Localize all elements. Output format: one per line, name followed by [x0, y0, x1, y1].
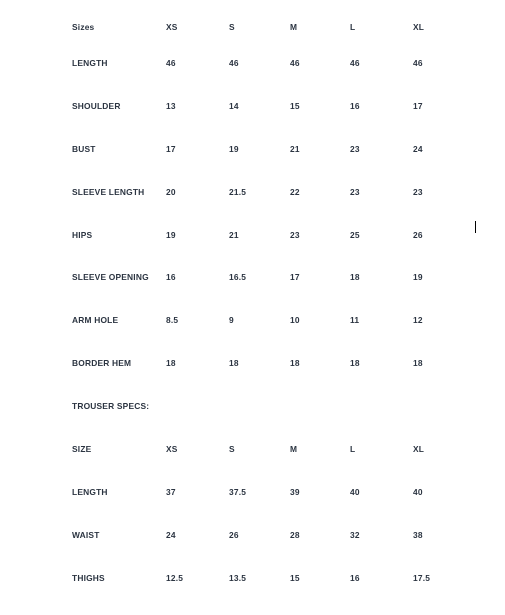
cell-xl: 18 — [413, 358, 423, 368]
header-size-s: S — [229, 444, 235, 454]
table-row — [0, 356, 505, 370]
cell-s: 21 — [229, 230, 239, 240]
cell-m: 15 — [290, 101, 300, 111]
cell-s: 46 — [229, 58, 239, 68]
cell-s: 14 — [229, 101, 239, 111]
table-row — [0, 528, 505, 542]
cell-xs: 46 — [166, 58, 176, 68]
cell-l: 16 — [350, 101, 360, 111]
trouser-specs-heading: TROUSER SPECS: — [72, 401, 150, 411]
table-header-row — [0, 442, 505, 456]
header-label: SIZE — [72, 444, 92, 454]
text-cursor — [475, 221, 476, 233]
cell-xs: 16 — [166, 272, 176, 282]
header-label: Sizes — [72, 22, 95, 32]
row-label: WAIST — [72, 530, 100, 540]
cell-xl: 17.5 — [413, 573, 431, 583]
cell-xl: 24 — [413, 144, 423, 154]
cell-l: 18 — [350, 272, 360, 282]
cell-xl: 19 — [413, 272, 423, 282]
cell-m: 23 — [290, 230, 300, 240]
cell-l: 23 — [350, 187, 360, 197]
table-row — [0, 228, 505, 242]
table-header-row — [0, 20, 505, 34]
header-size-xl: XL — [413, 444, 425, 454]
cell-xs: 18 — [166, 358, 176, 368]
cell-xs: 17 — [166, 144, 176, 154]
cell-m: 28 — [290, 530, 300, 540]
cell-s: 13.5 — [229, 573, 247, 583]
header-size-xl: XL — [413, 22, 425, 32]
cell-l: 16 — [350, 573, 360, 583]
table-row — [0, 99, 505, 113]
row-label: BUST — [72, 144, 96, 154]
cell-xs: 24 — [166, 530, 176, 540]
table-row — [0, 571, 505, 585]
cell-xs: 13 — [166, 101, 176, 111]
cell-l: 46 — [350, 58, 360, 68]
cell-xs: 37 — [166, 487, 176, 497]
cell-l: 11 — [350, 315, 360, 325]
cell-xl: 40 — [413, 487, 423, 497]
table-row — [0, 142, 505, 156]
cell-s: 37.5 — [229, 487, 247, 497]
cell-l: 32 — [350, 530, 360, 540]
cell-xl: 38 — [413, 530, 423, 540]
cell-m: 21 — [290, 144, 300, 154]
cell-xl: 12 — [413, 315, 423, 325]
table-row — [0, 313, 505, 327]
header-size-m: M — [290, 22, 298, 32]
header-size-l: L — [350, 22, 356, 32]
header-size-xs: XS — [166, 22, 178, 32]
header-size-m: M — [290, 444, 298, 454]
cell-xl: 26 — [413, 230, 423, 240]
row-label: SHOULDER — [72, 101, 121, 111]
cell-m: 10 — [290, 315, 300, 325]
cell-s: 26 — [229, 530, 239, 540]
row-label: LENGTH — [72, 58, 108, 68]
cell-l: 25 — [350, 230, 360, 240]
cell-l: 23 — [350, 144, 360, 154]
row-label: LENGTH — [72, 487, 108, 497]
table-row — [0, 270, 505, 284]
cell-l: 18 — [350, 358, 360, 368]
row-label: ARM HOLE — [72, 315, 119, 325]
table-row — [0, 56, 505, 70]
cell-m: 15 — [290, 573, 300, 583]
cell-s: 16.5 — [229, 272, 247, 282]
table-row — [0, 185, 505, 199]
cell-xl: 46 — [413, 58, 423, 68]
cell-xs: 20 — [166, 187, 176, 197]
cell-s: 21.5 — [229, 187, 247, 197]
row-label: BORDER HEM — [72, 358, 132, 368]
cell-s: 18 — [229, 358, 239, 368]
cell-s: 19 — [229, 144, 239, 154]
cell-xs: 12.5 — [166, 573, 184, 583]
cell-m: 18 — [290, 358, 300, 368]
cell-xs: 19 — [166, 230, 176, 240]
row-label: HIPS — [72, 230, 93, 240]
cell-xl: 17 — [413, 101, 423, 111]
cell-m: 46 — [290, 58, 300, 68]
row-label: THIGHS — [72, 573, 105, 583]
header-size-xs: XS — [166, 444, 178, 454]
row-label: SLEEVE LENGTH — [72, 187, 145, 197]
cell-xs: 8.5 — [166, 315, 179, 325]
trouser-section — [0, 399, 505, 413]
cell-m: 17 — [290, 272, 300, 282]
cell-l: 40 — [350, 487, 360, 497]
cell-m: 22 — [290, 187, 300, 197]
row-label: SLEEVE OPENING — [72, 272, 149, 282]
cell-s: 9 — [229, 315, 234, 325]
header-size-s: S — [229, 22, 235, 32]
table-row — [0, 485, 505, 499]
cell-m: 39 — [290, 487, 300, 497]
header-size-l: L — [350, 444, 356, 454]
cell-xl: 23 — [413, 187, 423, 197]
